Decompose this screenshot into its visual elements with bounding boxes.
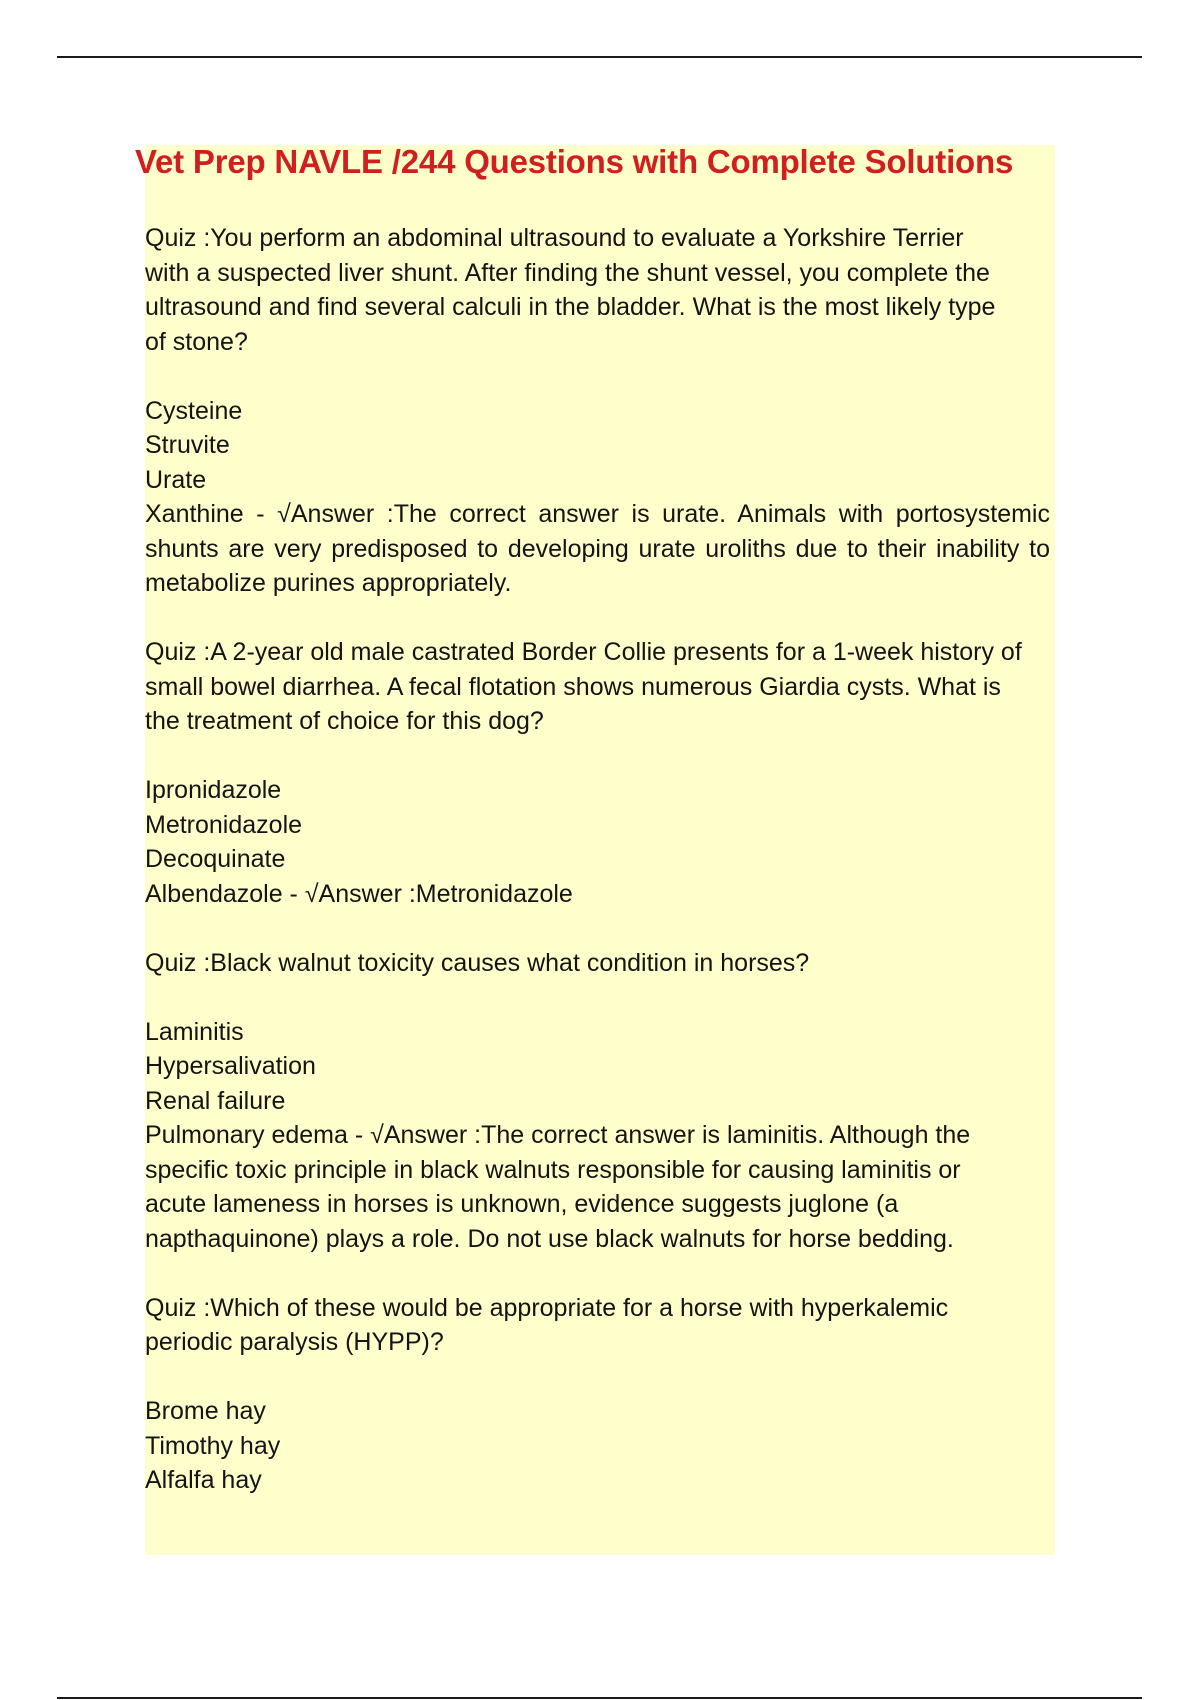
quiz-3-answer-line: Pulmonary edema - √Answer :The correct answer is laminitis. Although the	[145, 1121, 971, 1149]
quiz-2-question-line: small bowel diarrhea. A fecal flotation shows numerous Giardia cysts. What is	[145, 672, 1001, 701]
quiz-4-option: Brome hay	[145, 1397, 266, 1425]
quiz-3-answer-line: acute lameness in horses is unknown, evidence suggests juglone (a	[145, 1190, 899, 1218]
quiz-2	[145, 635, 1050, 911]
quiz-3-option: Renal failure	[145, 1086, 286, 1115]
quiz-4-option: Timothy hay	[145, 1431, 281, 1460]
quiz-1-option: Struvite	[145, 431, 230, 459]
quiz-4-question-line: Quiz :Which of these would be appropriate for a horse with hyperkalemic	[145, 1293, 949, 1322]
quiz-3-answer-line: specific toxic principle in black walnuts responsible for causing laminitis or	[145, 1155, 961, 1184]
quiz-2-option: Metronidazole	[145, 810, 303, 839]
quiz-1-answer: Xanthine - √Answer :The correct answer is urate. Animals with portosystemic shunts are very predisposed to developing urate uroliths due to their inability to metabolize purines appropriately.	[145, 500, 1050, 597]
quiz-3-answer-line: napthaquinone) plays a role. Do not use black walnuts for horse bedding.	[145, 1224, 954, 1253]
quiz-2-option: Decoquinate	[145, 845, 286, 873]
footer-rule	[57, 1697, 1142, 1699]
quiz-2-option: Ipronidazole	[145, 776, 282, 804]
document-title: Vet Prep NAVLE /244 Questions with Complete Solutions	[135, 143, 1014, 180]
quiz-2-question-line: the treatment of choice for this dog?	[145, 707, 544, 735]
quiz-1-question-line: with a suspected liver shunt. After finding the shunt vessel, you complete the	[145, 258, 990, 287]
quiz-1	[145, 221, 1050, 601]
quiz-4-question-line: periodic paralysis (HYPP)?	[145, 1328, 444, 1356]
quiz-3	[145, 946, 1050, 1257]
quiz-4	[145, 1291, 1050, 1498]
quiz-2-answer: Albendazole - √Answer :Metronidazole	[145, 879, 573, 908]
quiz-1-option: Cysteine	[145, 396, 243, 425]
quiz-3-option: Hypersalivation	[145, 1052, 316, 1080]
quiz-2-question-line: Quiz :A 2-year old male castrated Border Collie presents for a 1-week history of	[145, 638, 1022, 666]
quiz-1-option: Urate	[145, 465, 207, 494]
document-body	[145, 221, 1050, 1498]
quiz-3-option: Laminitis	[145, 1017, 244, 1046]
header-rule	[57, 56, 1142, 58]
quiz-1-question-line: of stone?	[145, 327, 248, 356]
quiz-1-question-line: Quiz :You perform an abdominal ultrasound to evaluate a Yorkshire Terrier	[145, 224, 964, 252]
quiz-3-question-line: Quiz :Black walnut toxicity causes what condition in horses?	[145, 948, 810, 977]
quiz-4-option: Alfalfa hay	[145, 1466, 262, 1494]
quiz-1-question-line: ultrasound and find several calculi in the bladder. What is the most likely type	[145, 293, 996, 321]
